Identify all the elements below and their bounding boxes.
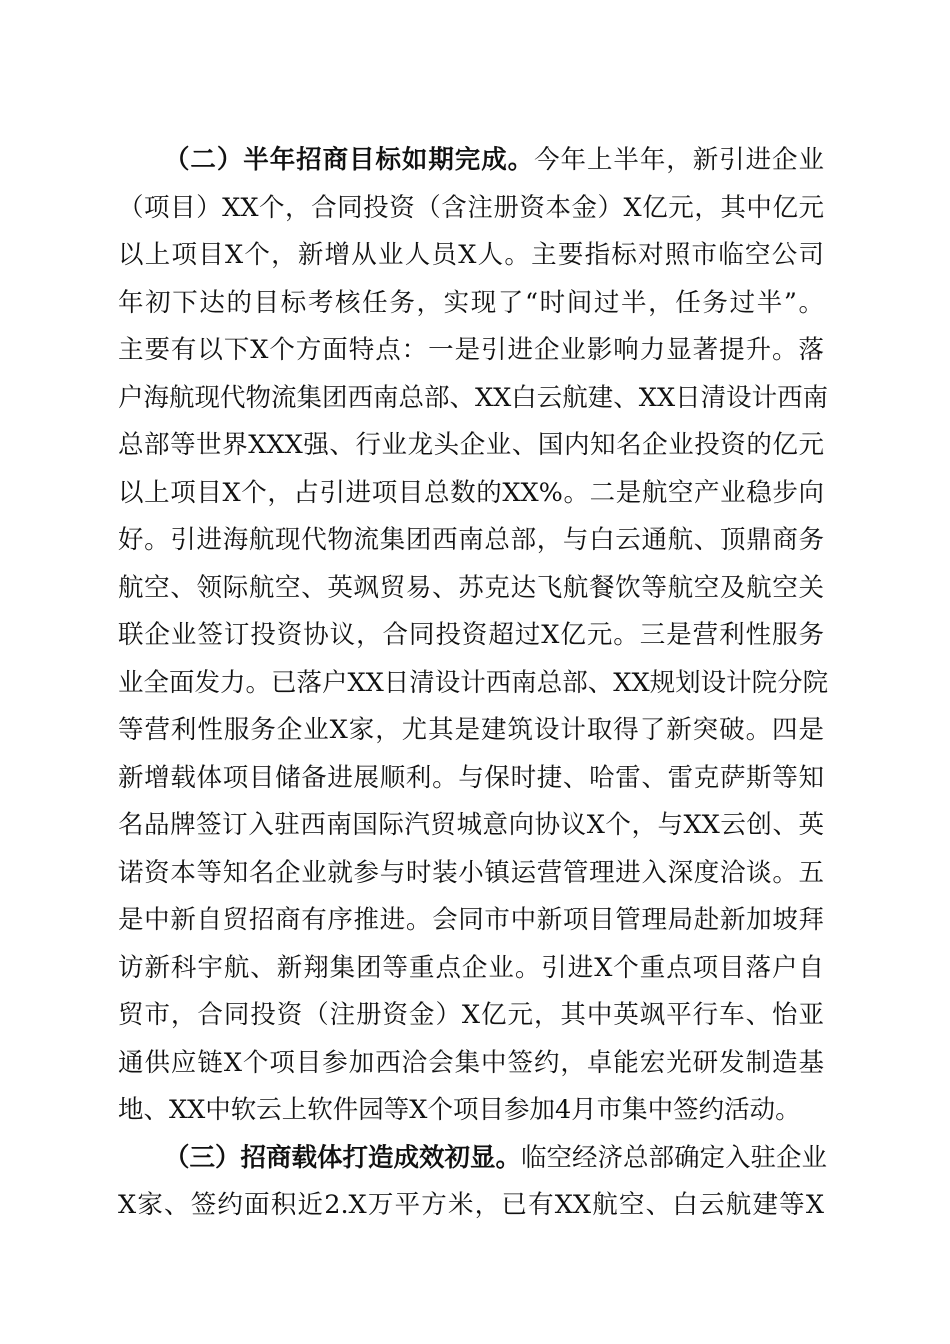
- paragraph-line: 地、XX中软云上软件园等X个项目参加4月市集中签约活动。: [118, 1095, 801, 1125]
- paragraph-line: 以上项目X个，新增从业人员X人。主要指标对照市临空公司: [118, 240, 824, 270]
- paragraph-line: [164, 1138, 828, 1178]
- paragraph-line: 新增载体项目储备进展顺利。与保时捷、哈雷、雷克萨斯等知: [118, 763, 824, 793]
- paragraph-line: 访新科宇航、新翔集团等重点企业。引进X个重点项目落户自: [118, 953, 824, 983]
- paragraph-line: （项目）XX个，合同投资（含注册资本金）X亿元，其中亿元: [118, 193, 824, 223]
- paragraph-line: X家、签约面积近2.X万平方米，已有XX航空、白云航建等X: [118, 1190, 824, 1220]
- paragraph-text: 今年上半年，新引进企业: [534, 145, 824, 175]
- paragraph-line: 户海航现代物流集团西南总部、XX白云航建、XX日清设计西南: [118, 383, 829, 413]
- paragraph-text: 临空经济总部确定入驻企业: [521, 1143, 828, 1173]
- paragraph-line: 以上项目X个，占引进项目总数的XX%。二是航空产业稳步向: [118, 478, 824, 508]
- paragraph-line: 贸市，合同投资（注册资金）X亿元，其中英飒平行车、怡亚: [118, 1000, 824, 1030]
- paragraph-line: 联企业签订投资协议，合同投资超过X亿元。三是营利性服务: [118, 620, 824, 650]
- paragraph-line: 诺资本等知名企业就参与时装小镇运营管理进入深度洽谈。五: [118, 858, 824, 888]
- paragraph-line: 总部等世界XXX强、行业龙头企业、国内知名企业投资的亿元: [118, 430, 824, 460]
- paragraph-line: 等营利性服务企业X家，尤其是建筑设计取得了新突破。四是: [118, 715, 824, 745]
- paragraph-line: [164, 140, 824, 180]
- paragraph-line: 名品牌签订入驻西南国际汽贸城意向协议X个，与XX云创、英: [118, 810, 824, 840]
- paragraph-line: 航空、领际航空、英飒贸易、苏克达飞航餐饮等航空及航空关: [118, 573, 824, 603]
- paragraph-heading: （二）半年招商目标如期完成。: [164, 145, 535, 175]
- paragraph-heading: （三）招商载体打造成效初显。: [164, 1143, 522, 1173]
- paragraph-line: 是中新自贸招商有序推进。会同市中新项目管理局赴新加坡拜: [118, 905, 824, 935]
- paragraph-line: 年初下达的目标考核任务，实现了“时间过半，任务过半”。: [118, 288, 824, 318]
- paragraph-line: 好。引进海航现代物流集团西南总部，与白云通航、顶鼎商务: [118, 525, 824, 555]
- paragraph-line: 主要有以下X个方面特点：一是引进企业影响力显著提升。落: [118, 335, 824, 365]
- paragraph-line: 通供应链X个项目参加西洽会集中签约，卓能宏光研发制造基: [118, 1048, 824, 1078]
- paragraph-line: 业全面发力。已落户XX日清设计西南总部、XX规划设计院分院: [118, 668, 829, 698]
